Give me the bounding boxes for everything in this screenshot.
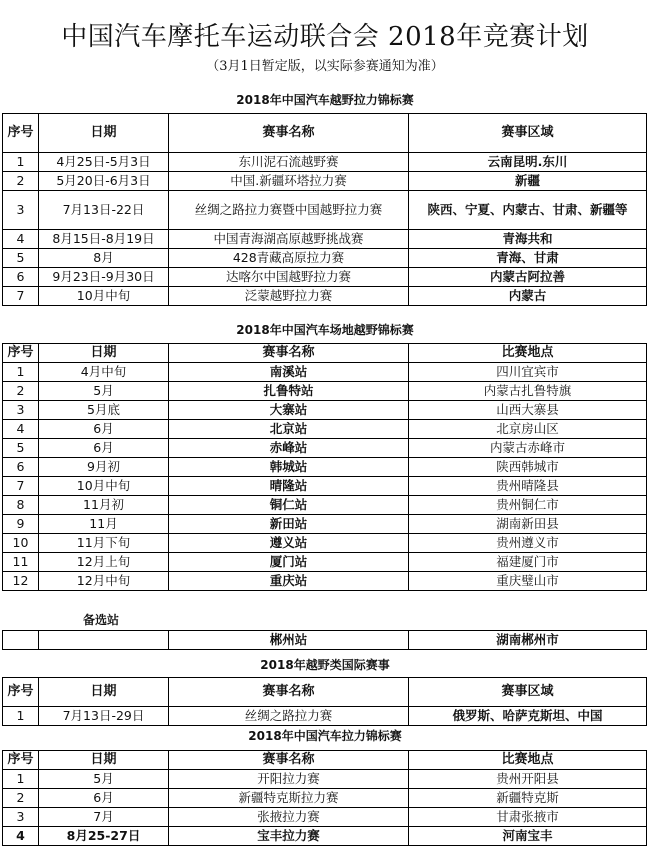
cell-index: 2 [3,382,39,401]
cell-location: 甘肃张掖市 [409,808,647,827]
cell-location: 新疆特克斯 [409,789,647,808]
cell-index: 1 [3,363,39,382]
cell-location: 内蒙古赤峰市 [409,439,647,458]
cell-index: 9 [3,515,39,534]
cell-location: 青海共和 [409,230,647,249]
cell-location: 内蒙古 [409,287,647,306]
table-row [3,420,647,439]
column-header: 赛事名称 [169,114,409,153]
cell-location: 北京房山区 [409,420,647,439]
section-title-international: 2018年越野类国际赛事 [260,658,390,672]
cell-date: 5月20日-6月3日 [39,172,169,191]
table-row [3,707,647,726]
column-header: 赛事区域 [409,114,647,153]
cell-index: 6 [3,268,39,287]
cell-date: 12月中旬 [39,572,169,591]
page-subtitle: （3月1日暂定版，以实际参赛通知为准） [206,59,444,74]
cell-location: 内蒙古扎鲁特旗 [409,382,647,401]
cell-date: 8月25-27日 [39,827,169,846]
cell-event-name: 新田站 [169,515,409,534]
table-header-row [3,344,647,363]
cell-location: 贵州开阳县 [409,770,647,789]
cell-event-name: 铜仁站 [169,496,409,515]
cell-event-name: 开阳拉力赛 [169,770,409,789]
cell-event-name: 扎鲁特站 [169,382,409,401]
cell-location: 河南宝丰 [409,827,647,846]
cell-index: 11 [3,553,39,572]
table-header-row [3,114,647,153]
table-international [2,677,647,726]
cell-index [3,631,39,650]
cell-date: 11月初 [39,496,169,515]
cell-date: 7月13日-29日 [39,707,169,726]
column-header: 序号 [3,678,39,707]
column-header: 比赛地点 [409,344,647,363]
cell-index: 8 [3,496,39,515]
cell-location: 陕西韩城市 [409,458,647,477]
section-title-rally: 2018年中国汽车越野拉力锦标赛 [236,93,414,107]
cell-location: 新疆 [409,172,647,191]
cell-index: 1 [3,153,39,172]
cell-event-name: 丝绸之路拉力赛暨中国越野拉力赛 [169,191,409,230]
column-header: 日期 [39,678,169,707]
table-backup [2,630,647,650]
cell-index: 1 [3,707,39,726]
cell-location: 陕西、宁夏、内蒙古、甘肃、新疆等 [409,191,647,230]
column-header: 赛事名称 [169,751,409,770]
cell-date: 10月中旬 [39,287,169,306]
cell-date: 8月15日-8月19日 [39,230,169,249]
cell-event-name: 韩城站 [169,458,409,477]
table-row [3,191,647,230]
cell-date: 4月25日-5月3日 [39,153,169,172]
cell-index: 7 [3,477,39,496]
cell-location: 湖南新田县 [409,515,647,534]
column-header: 序号 [3,751,39,770]
cell-date: 6月 [39,439,169,458]
table-row [3,515,647,534]
backup-label: 备选站 [83,613,120,627]
cell-index: 6 [3,458,39,477]
cell-date [39,631,169,650]
table-row [3,808,647,827]
table-row [3,153,647,172]
cell-event-name: 南溪站 [169,363,409,382]
cell-location: 山西大寨县 [409,401,647,420]
cell-location: 俄罗斯、哈萨克斯坦、中国 [409,707,647,726]
table-row [3,249,647,268]
cell-event-name: 东川泥石流越野赛 [169,153,409,172]
table-row [3,477,647,496]
cell-location: 内蒙古阿拉善 [409,268,647,287]
column-header: 赛事名称 [169,678,409,707]
table-header-row [3,678,647,707]
cell-index: 4 [3,230,39,249]
cell-location: 湖南郴州市 [409,631,647,650]
cell-index: 7 [3,287,39,306]
cell-location: 重庆璧山市 [409,572,647,591]
cell-event-name: 428青藏高原拉力赛 [169,249,409,268]
table-row [3,363,647,382]
cell-index: 1 [3,770,39,789]
cell-event-name: 重庆站 [169,572,409,591]
cell-event-name: 宝丰拉力赛 [169,827,409,846]
column-header: 日期 [39,751,169,770]
cell-event-name: 泛蒙越野拉力赛 [169,287,409,306]
cell-date: 5月底 [39,401,169,420]
table-row [3,770,647,789]
table-row [3,172,647,191]
table-row [3,439,647,458]
cell-date: 11月下旬 [39,534,169,553]
cell-index: 10 [3,534,39,553]
cell-event-name: 大寨站 [169,401,409,420]
cell-index: 5 [3,439,39,458]
table-header-row [3,751,647,770]
cell-index: 3 [3,401,39,420]
cell-location: 四川宜宾市 [409,363,647,382]
cell-index: 4 [3,420,39,439]
table-row [3,230,647,249]
table-row [3,268,647,287]
cell-date: 12月上旬 [39,553,169,572]
cell-index: 12 [3,572,39,591]
cell-date: 9月初 [39,458,169,477]
cell-date: 6月 [39,420,169,439]
cell-event-name: 厦门站 [169,553,409,572]
table-row [3,534,647,553]
table-row [3,458,647,477]
cell-location: 贵州遵义市 [409,534,647,553]
cell-event-name: 张掖拉力赛 [169,808,409,827]
cell-event-name: 新疆特克斯拉力赛 [169,789,409,808]
cell-event-name: 丝绸之路拉力赛 [169,707,409,726]
column-header: 日期 [39,344,169,363]
cell-event-name: 中国青海湖高原越野挑战赛 [169,230,409,249]
table-row [3,496,647,515]
cell-location: 云南昆明.东川 [409,153,647,172]
cell-date: 9月23日-9月30日 [39,268,169,287]
table-row [3,401,647,420]
cell-event-name: 遵义站 [169,534,409,553]
table-field-offroad [2,343,647,591]
column-header: 日期 [39,114,169,153]
column-header: 序号 [3,114,39,153]
cell-event-name: 北京站 [169,420,409,439]
cell-location: 贵州晴隆县 [409,477,647,496]
table-row [3,827,647,846]
cell-event-name: 达喀尔中国越野拉力赛 [169,268,409,287]
cell-event-name: 中国.新疆环塔拉力赛 [169,172,409,191]
cell-date: 6月 [39,789,169,808]
section-title-field-offroad: 2018年中国汽车场地越野锦标赛 [236,323,414,337]
cell-date: 5月 [39,770,169,789]
cell-index: 2 [3,789,39,808]
cell-date: 4月中旬 [39,363,169,382]
column-header: 比赛地点 [409,751,647,770]
table-row [3,572,647,591]
table-row-backup [3,631,647,650]
cell-date: 5月 [39,382,169,401]
cell-location: 福建厦门市 [409,553,647,572]
cell-event-name: 郴州站 [169,631,409,650]
table-row [3,553,647,572]
table-rally [2,113,647,306]
cell-location: 贵州铜仁市 [409,496,647,515]
cell-index: 3 [3,808,39,827]
cell-date: 8月 [39,249,169,268]
table-row [3,287,647,306]
cell-event-name: 晴隆站 [169,477,409,496]
column-header: 序号 [3,344,39,363]
page-title: 中国汽车摩托车运动联合会 2018年竞赛计划 [61,22,589,52]
section-title-rally-championship: 2018年中国汽车拉力锦标赛 [248,729,402,743]
cell-location: 青海、甘肃 [409,249,647,268]
column-header: 赛事名称 [169,344,409,363]
table-rally-championship [2,750,647,846]
cell-index: 4 [3,827,39,846]
cell-index: 2 [3,172,39,191]
cell-index: 5 [3,249,39,268]
cell-index: 3 [3,191,39,230]
table-row [3,789,647,808]
table-row [3,382,647,401]
cell-date: 7月 [39,808,169,827]
column-header: 赛事区域 [409,678,647,707]
cell-date: 10月中旬 [39,477,169,496]
cell-date: 11月 [39,515,169,534]
cell-date: 7月13日-22日 [39,191,169,230]
cell-event-name: 赤峰站 [169,439,409,458]
